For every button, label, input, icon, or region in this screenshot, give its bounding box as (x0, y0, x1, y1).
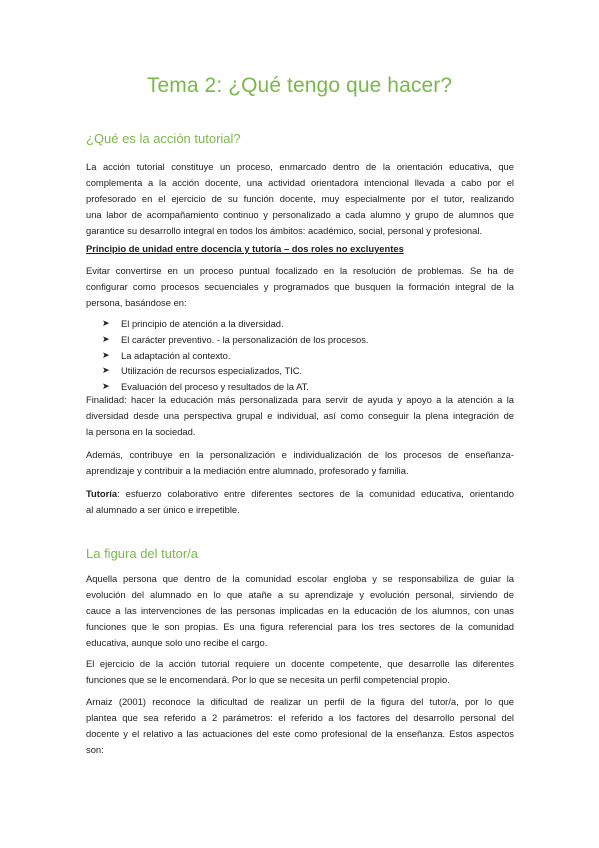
paragraph-figura-intro (86, 571, 514, 651)
paragraph-line: evolución del alumnado en lo que atañe a su aprendizaje y evolución personal, sirviendo de (86, 588, 514, 600)
paragraph-line: garantice su desarrollo integral en todos los ámbitos: académico, social, personal y profesional. (86, 224, 483, 236)
arrow-bullet-icon: ➤ (102, 381, 110, 392)
paragraph-line: configurar como procesos secuenciales y programados que busquen la formación integral de la (86, 280, 514, 292)
bullet-list (102, 316, 369, 395)
paragraph-accion-tutorial-intro (86, 159, 514, 239)
tutoria-term: Tutoría (86, 488, 118, 499)
arrow-bullet-icon: ➤ (102, 333, 110, 344)
paragraph-ejercicio (86, 656, 514, 688)
arrow-bullet-icon: ➤ (102, 318, 110, 328)
paragraph-line: Arnaiz (2001) reconoce la dificultad de realizar un perfil de la figura del tutor/a, por lo que (86, 696, 514, 707)
paragraph-tutoria (86, 486, 514, 518)
paragraph-line: profesorado en el ejercicio de su función docente, muy especialmente por el tutor, realizando (86, 192, 514, 204)
arrow-bullet-icon: ➤ (102, 365, 110, 376)
section-heading-accion-tutorial: ¿Qué es la acción tutorial? (86, 131, 241, 146)
paragraph-finalidad (86, 392, 514, 440)
paragraph-ademas (86, 447, 514, 479)
paragraph-line: plantea que sea referido a 2 parámetros: el referido a los factores del desarrollo personal del (86, 711, 514, 723)
list-item: ➤ El principio de atención a la diversidad. (102, 316, 369, 332)
paragraph-line: aprendizaje y contribuir a la mediación entre alumnado, profesorado y familia. (86, 464, 409, 476)
paragraph-line: funciones que se le encomendará. Por lo que se necesita un perfil competencial propio. (86, 673, 450, 685)
paragraph-line: son: (86, 743, 104, 755)
paragraph-line: Aquella persona que dentro de la comunidad escolar engloba y se responsabiliza de guiar la (86, 573, 514, 584)
paragraph-line: complementa a la acción docente, una actividad orientadora intencional llevada a cabo por el (86, 176, 514, 188)
paragraph-line: persona, basándose en: (86, 296, 187, 308)
list-item: ➤ Utilización de recursos especializados, TIC. (102, 363, 369, 379)
page-title: Tema 2: ¿Qué tengo que hacer? (146, 74, 453, 97)
principle-heading: Principio de unidad entre docencia y tutoría – dos roles no excluyentes (86, 243, 404, 254)
paragraph-line: Además, contribuye en la personalización e individualización de los procesos de enseñanza- (86, 449, 514, 460)
paragraph-evitar (86, 263, 514, 311)
section-heading-figura-tutor: La figura del tutor/a (86, 546, 199, 561)
arrow-bullet-icon: ➤ (102, 349, 110, 360)
list-item: ➤ Evaluación del proceso y resultados de la AT. (102, 379, 369, 395)
paragraph-line: la persona en la sociedad. (86, 425, 196, 437)
paragraph-line: Tutoría: esfuerzo colaborativo entre diferentes sectores de la comunidad educativa, orientando (86, 488, 514, 499)
paragraph-line: funciones que le son propias. Es una figura referencial para los tres sectores de la comunidad (86, 620, 514, 632)
paragraph-arnaiz (86, 694, 514, 758)
list-item: ➤ La adaptación al contexto. (102, 348, 369, 364)
paragraph-line: cauce a las intervenciones de las personas implicadas en la educación de los alumnos, con unas (86, 604, 514, 616)
list-item: ➤ El carácter preventivo. - la personalización de los procesos. (102, 332, 369, 348)
paragraph-line: al alumnado a ser único e irrepetible. (86, 503, 240, 515)
paragraph-line: educativa, aunque solo uno recibe el cargo. (86, 636, 268, 648)
paragraph-line: una labor de acompañamiento continuo y personalizado a cada alumno y grupo de alumnos que (86, 208, 514, 220)
paragraph-line: docente y el relativo a las actuaciones del este como profesional de la enseñanza. Estos aspectos (86, 727, 514, 739)
paragraph-line: El ejercicio de la acción tutorial requiere un docente competente, que desarrolle las diferentes (86, 658, 514, 669)
paragraph-line: La acción tutorial constituye un proceso, enmarcado dentro de la orientación educativa, que (86, 161, 514, 172)
paragraph-line: diversidad desde una perspectiva grupal e individual, así como conseguir la plena integración de (86, 409, 514, 421)
paragraph-line: Evitar convertirse en un proceso puntual focalizado en la resolución de problemas. Se ha de (86, 265, 514, 276)
paragraph-line: Finalidad: hacer la educación más personalizada para servir de ayuda y apoyo a la atención a la (86, 394, 514, 405)
